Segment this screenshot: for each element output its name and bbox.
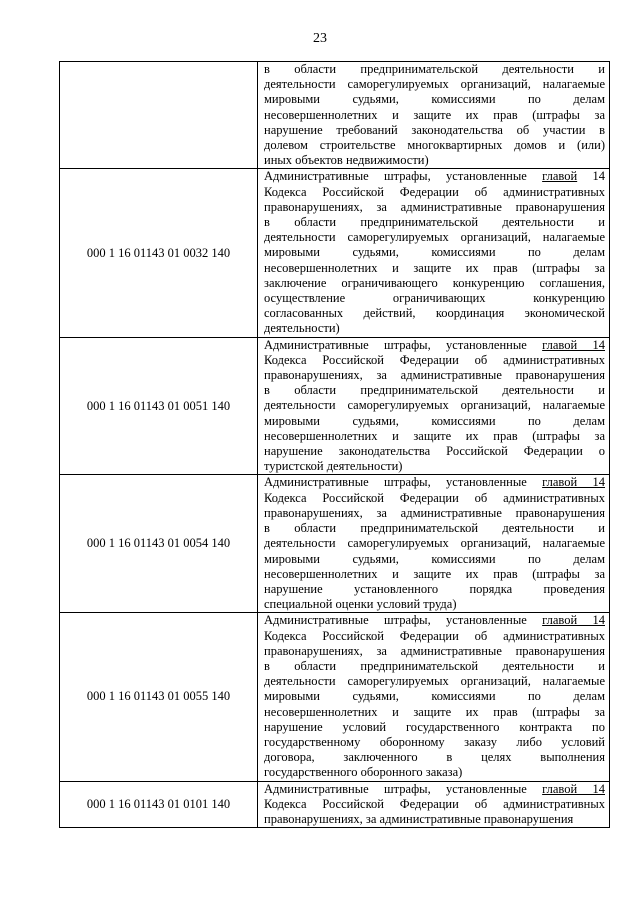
text-segment: государственному оборонному заказу либо условий — [264, 734, 605, 749]
description-line — [264, 797, 605, 812]
description-line — [264, 705, 605, 720]
description-line — [264, 613, 605, 628]
description-line — [264, 321, 605, 336]
text-segment: нарушение установленного порядка проведения — [264, 581, 605, 596]
chapter-link[interactable]: главой 14 — [542, 475, 605, 490]
text-segment: Кодекса Российской Федерации об административных — [264, 490, 605, 505]
text-segment: Административные штрафы, установленные — [264, 169, 543, 184]
text-segment: в области предпринимательской деятельности и — [264, 658, 605, 673]
description-line — [264, 644, 605, 659]
text-segment: в области предпринимательской деятельности и — [264, 383, 605, 398]
description-line — [264, 368, 605, 383]
description-line — [264, 261, 605, 276]
chapter-link[interactable]: главой 14 — [542, 337, 605, 352]
table-row — [60, 781, 610, 828]
text-segment: Административные штрафы, установленные — [264, 337, 543, 352]
text-segment: несовершеннолетних и защите их прав (штрафы за — [264, 704, 605, 719]
text-segment: правонарушениях, за административные правонарушения — [264, 368, 605, 383]
classification-code — [60, 62, 258, 169]
description-line — [264, 506, 605, 521]
description-line — [264, 597, 605, 612]
description-line — [264, 475, 605, 490]
table-row — [60, 613, 610, 781]
description-line — [264, 536, 605, 551]
description-line — [264, 674, 605, 689]
chapter-link[interactable]: главой 14 — [542, 781, 605, 796]
text-segment: в области предпринимательской деятельности и — [264, 215, 605, 230]
text-segment: правонарушениях, за административные правонарушения — [264, 199, 605, 214]
description-line — [264, 567, 605, 582]
text-segment: иных объектов недвижимости) — [264, 153, 429, 168]
text-segment: нарушение законодательства Российской Федерации о — [264, 444, 605, 459]
text-segment: правонарушениях, за административные правонарушения — [264, 643, 605, 658]
description-line — [264, 689, 605, 704]
text-segment: 14 — [577, 169, 606, 184]
description-line — [264, 735, 605, 750]
text-segment: в области предпринимательской деятельности и — [264, 62, 605, 76]
description-line — [264, 153, 605, 168]
text-segment: государственного оборонного заказа) — [264, 765, 463, 780]
chapter-link[interactable]: главой 14 — [542, 613, 605, 628]
table-row — [60, 62, 610, 169]
revenue-description — [258, 337, 610, 475]
description-line — [264, 750, 605, 765]
text-segment: мировыми судьями, комиссиями по делам — [264, 92, 605, 107]
text-segment: осуществление ограничивающих конкуренцию — [264, 291, 605, 306]
description-line — [264, 338, 605, 353]
text-segment: деятельности саморегулируемых организаций, налагаемые — [264, 536, 605, 551]
description-line — [264, 812, 605, 827]
table-row — [60, 169, 610, 337]
text-segment: мировыми судьями, комиссиями по делам — [264, 413, 605, 428]
description-line — [264, 169, 605, 184]
text-segment: несовершеннолетних и защите их прав (штрафы за — [264, 260, 605, 275]
revenue-description — [258, 613, 610, 781]
text-segment: долевом строительстве многоквартирных домов и (или) — [264, 138, 605, 153]
text-segment: правонарушениях, за административные правонарушения — [264, 505, 605, 520]
text-segment: договора, заключенного в целях выполнения — [264, 750, 605, 765]
description-line — [264, 276, 605, 291]
text-segment: мировыми судьями, комиссиями по делам — [264, 245, 605, 260]
chapter-link[interactable]: главой — [542, 169, 578, 184]
description-line — [264, 62, 605, 77]
page-number: 23 — [313, 31, 327, 46]
text-segment: Административные штрафы, установленные — [264, 475, 543, 490]
description-line — [264, 398, 605, 413]
description-line — [264, 215, 605, 230]
text-segment: мировыми судьями, комиссиями по делам — [264, 551, 605, 566]
text-segment: нарушение требований законодательства об участии в — [264, 122, 605, 137]
text-segment: деятельности саморегулируемых организаций, налагаемые — [264, 398, 605, 413]
classification-code: 000 1 16 01143 01 0101 140 — [60, 781, 258, 828]
description-line — [264, 92, 605, 107]
text-segment: деятельности саморегулируемых организаций, налагаемые — [264, 674, 605, 689]
table-row — [60, 337, 610, 475]
description-line — [264, 383, 605, 398]
description-line — [264, 782, 605, 797]
revenue-description — [258, 169, 610, 337]
text-segment: деятельности саморегулируемых организаций, налагаемые — [264, 230, 605, 245]
description-line — [264, 353, 605, 368]
description-line — [264, 720, 605, 735]
description-line — [264, 138, 605, 153]
description-line — [264, 582, 605, 597]
text-segment: деятельности саморегулируемых организаций, налагаемые — [264, 77, 605, 92]
text-segment: мировыми судьями, комиссиями по делам — [264, 689, 605, 704]
revenue-description — [258, 475, 610, 613]
revenue-description — [258, 781, 610, 828]
description-line — [264, 491, 605, 506]
text-segment: несовершеннолетних и защите их прав (штрафы за — [264, 566, 605, 581]
description-line — [264, 414, 605, 429]
description-line — [264, 459, 605, 474]
description-line — [264, 552, 605, 567]
description-line — [264, 765, 605, 780]
text-segment: Административные штрафы, установленные — [264, 613, 543, 628]
text-segment: деятельности) — [264, 321, 340, 336]
budget-codes-table — [59, 61, 610, 828]
description-line — [264, 306, 605, 321]
text-segment: правонарушениях, за административные правонарушения — [264, 811, 574, 826]
classification-code: 000 1 16 01143 01 0054 140 — [60, 475, 258, 613]
text-segment: согласованных действий, координация экономической — [264, 306, 605, 321]
revenue-description — [258, 62, 610, 169]
classification-code: 000 1 16 01143 01 0055 140 — [60, 613, 258, 781]
text-segment: несовершеннолетних и защите их прав (штрафы за — [264, 107, 605, 122]
text-segment: Кодекса Российской Федерации об административных — [264, 796, 605, 811]
text-segment: заключение ограничивающего конкуренцию соглашения, — [264, 275, 605, 290]
description-line — [264, 77, 605, 92]
description-line — [264, 629, 605, 644]
text-segment: Кодекса Российской Федерации об административных — [264, 628, 605, 643]
description-line — [264, 200, 605, 215]
description-line — [264, 291, 605, 306]
text-segment: несовершеннолетних и защите их прав (штрафы за — [264, 428, 605, 443]
classification-code: 000 1 16 01143 01 0032 140 — [60, 169, 258, 337]
description-line — [264, 521, 605, 536]
text-segment: нарушение условий государственного контракта по — [264, 719, 605, 734]
text-segment: туристской деятельности) — [264, 459, 403, 474]
text-segment: Административные штрафы, установленные — [264, 781, 543, 796]
classification-code: 000 1 16 01143 01 0051 140 — [60, 337, 258, 475]
text-segment: специальной оценки условий труда) — [264, 597, 457, 612]
description-line — [264, 444, 605, 459]
text-segment: Кодекса Российской Федерации об административных — [264, 184, 605, 199]
description-line — [264, 245, 605, 260]
description-line — [264, 185, 605, 200]
description-line — [264, 123, 605, 138]
text-segment: Кодекса Российской Федерации об административных — [264, 352, 605, 367]
text-segment: в области предпринимательской деятельности и — [264, 521, 605, 536]
description-line — [264, 230, 605, 245]
table-row — [60, 475, 610, 613]
description-line — [264, 429, 605, 444]
description-line — [264, 659, 605, 674]
description-line — [264, 108, 605, 123]
